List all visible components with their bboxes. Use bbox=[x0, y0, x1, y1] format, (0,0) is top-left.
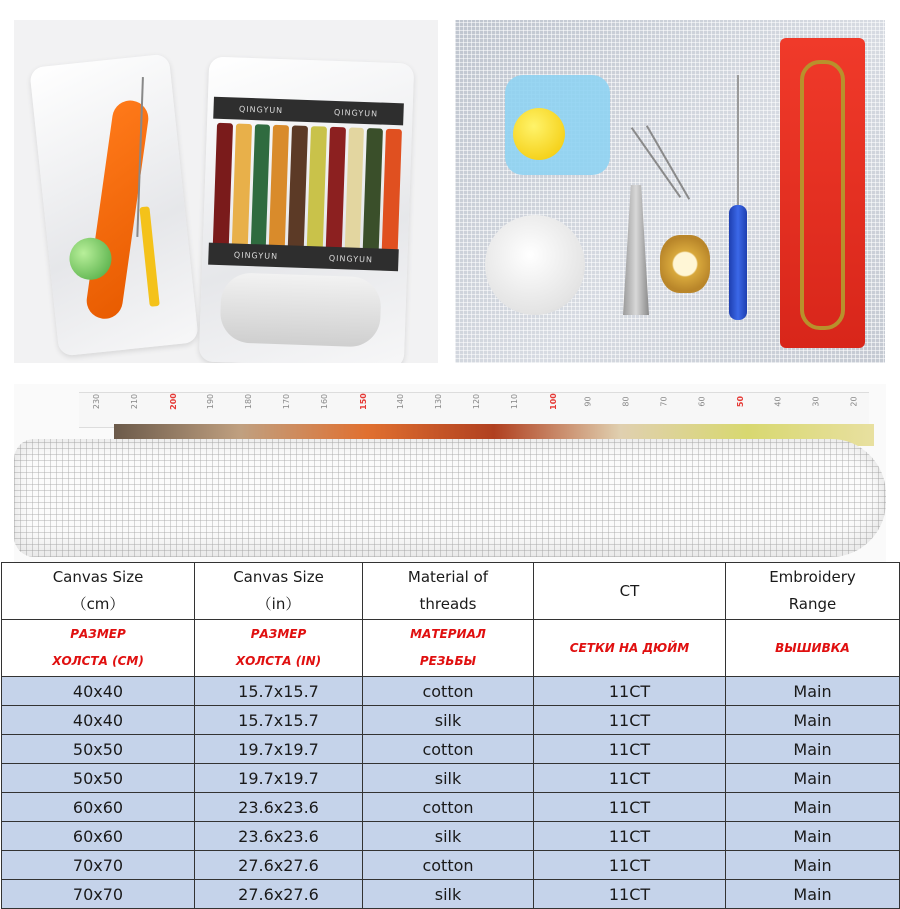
table-row bbox=[2, 793, 900, 822]
bag-brand-text: QINGYUN bbox=[333, 107, 379, 118]
tool-bag-image bbox=[29, 53, 199, 356]
cell-size-cm: 40x40 bbox=[2, 706, 195, 735]
ruler-tick-label: 180 bbox=[244, 393, 254, 410]
table-row bbox=[2, 735, 900, 764]
table-header-ru-row bbox=[2, 620, 900, 677]
table-row bbox=[2, 677, 900, 706]
white-cushion-image bbox=[485, 215, 585, 315]
cell-ct: 11CT bbox=[534, 706, 726, 735]
needle-threader-image bbox=[623, 185, 649, 315]
header-ru-thread-material: МАТЕРИАЛ РЕЗЬБЫ bbox=[363, 620, 534, 677]
cell-ct: 11CT bbox=[534, 735, 726, 764]
cell-size-cm: 70x70 bbox=[2, 851, 195, 880]
tools-on-canvas-photo bbox=[455, 20, 885, 363]
header-ct: CT bbox=[534, 563, 726, 620]
tool-kit-photo bbox=[14, 20, 438, 363]
ruler-tick-label: 110 bbox=[510, 393, 520, 410]
seam-ripper-handle-image bbox=[729, 205, 747, 320]
cell-range: Main bbox=[726, 822, 900, 851]
header-thread-material: Material of threads bbox=[363, 563, 534, 620]
canvas-roll-image bbox=[14, 439, 886, 557]
ruler-tick-label: 230 bbox=[92, 393, 102, 410]
cell-size-cm: 50x50 bbox=[2, 735, 195, 764]
cell-ct: 11CT bbox=[534, 822, 726, 851]
cell-ct: 11CT bbox=[534, 764, 726, 793]
seam-ripper-image bbox=[737, 75, 739, 205]
ruler-tick-label: 100 bbox=[548, 393, 558, 410]
cell-size-in: 15.7x15.7 bbox=[195, 706, 363, 735]
rolled-canvas-image bbox=[219, 272, 381, 348]
thimble-image bbox=[660, 235, 710, 293]
canvas-ruler bbox=[79, 392, 869, 428]
header-embroidery-range: Embroidery Range bbox=[726, 563, 900, 620]
header-canvas-size-cm: Canvas Size （cm） bbox=[2, 563, 195, 620]
ruler-tick-label: 30 bbox=[811, 396, 821, 407]
cell-ct: 11CT bbox=[534, 677, 726, 706]
header-ru-canvas-size-in: РАЗМЕР ХОЛСТА (IN) bbox=[195, 620, 363, 677]
bag-brand-text: QINGYUN bbox=[328, 253, 374, 264]
cell-range: Main bbox=[726, 880, 900, 909]
size-spec-table bbox=[1, 562, 900, 909]
table-header-row bbox=[2, 563, 900, 620]
scissors-image bbox=[800, 60, 845, 330]
cell-range: Main bbox=[726, 677, 900, 706]
rolled-canvas-photo bbox=[14, 384, 886, 562]
cell-ct: 11CT bbox=[534, 793, 726, 822]
table-row bbox=[2, 706, 900, 735]
ruler-tick-label: 90 bbox=[583, 396, 593, 407]
cell-ct: 11CT bbox=[534, 880, 726, 909]
ruler-tick-label: 140 bbox=[396, 393, 406, 410]
cell-size-in: 19.7x19.7 bbox=[195, 764, 363, 793]
thread-bag-image bbox=[199, 57, 415, 363]
cell-size-in: 27.6x27.6 bbox=[195, 851, 363, 880]
cell-size-in: 23.6x23.6 bbox=[195, 793, 363, 822]
cell-size-cm: 50x50 bbox=[2, 764, 195, 793]
ruler-tick-label: 170 bbox=[282, 393, 292, 410]
cell-material: cotton bbox=[363, 735, 534, 764]
bag-brand-text: QINGYUN bbox=[233, 249, 279, 261]
cell-material: cotton bbox=[363, 793, 534, 822]
table-row bbox=[2, 851, 900, 880]
ruler-tick-label: 50 bbox=[736, 395, 746, 408]
cell-material: silk bbox=[363, 822, 534, 851]
table-row bbox=[2, 880, 900, 909]
bag-label-band bbox=[213, 97, 404, 126]
yellow-pin-cushion-image bbox=[513, 108, 565, 160]
bag-brand-text: QINGYUN bbox=[238, 104, 284, 115]
cell-size-cm: 70x70 bbox=[2, 880, 195, 909]
header-ru-embroidery: ВЫШИВКА bbox=[726, 620, 900, 677]
ruler-tick-label: 150 bbox=[358, 393, 368, 410]
table-row bbox=[2, 822, 900, 851]
header-ru-ct: СЕТКИ НА ДЮЙМ bbox=[534, 620, 726, 677]
cell-range: Main bbox=[726, 735, 900, 764]
table-row bbox=[2, 764, 900, 793]
cell-ct: 11CT bbox=[534, 851, 726, 880]
ruler-tick-label: 20 bbox=[849, 396, 859, 407]
cell-size-in: 27.6x27.6 bbox=[195, 880, 363, 909]
cell-range: Main bbox=[726, 764, 900, 793]
cell-material: silk bbox=[363, 764, 534, 793]
cell-range: Main bbox=[726, 706, 900, 735]
cell-size-in: 23.6x23.6 bbox=[195, 822, 363, 851]
cell-material: silk bbox=[363, 880, 534, 909]
ruler-tick-label: 200 bbox=[168, 393, 178, 410]
ruler-tick-label: 120 bbox=[472, 393, 482, 410]
cell-size-in: 15.7x15.7 bbox=[195, 677, 363, 706]
cell-material: cotton bbox=[363, 677, 534, 706]
cell-material: silk bbox=[363, 706, 534, 735]
ruler-tick-label: 80 bbox=[621, 396, 631, 407]
cell-size-in: 19.7x19.7 bbox=[195, 735, 363, 764]
header-ru-canvas-size-cm: РАЗМЕР ХОЛСТА (CM) bbox=[2, 620, 195, 677]
cell-size-cm: 40x40 bbox=[2, 677, 195, 706]
cell-material: cotton bbox=[363, 851, 534, 880]
ruler-tick-label: 70 bbox=[659, 396, 669, 407]
ruler-tick-label: 160 bbox=[320, 393, 330, 410]
ruler-tick-label: 210 bbox=[130, 393, 140, 410]
needles-image bbox=[646, 125, 690, 200]
thread-skeins-image bbox=[213, 123, 402, 259]
cell-size-cm: 60x60 bbox=[2, 822, 195, 851]
threader-image bbox=[139, 206, 159, 306]
header-canvas-size-in: Canvas Size （in） bbox=[195, 563, 363, 620]
ruler-tick-label: 60 bbox=[697, 396, 707, 407]
ruler-tick-label: 190 bbox=[206, 393, 216, 410]
cell-range: Main bbox=[726, 793, 900, 822]
ruler-tick-label: 130 bbox=[434, 393, 444, 410]
cell-range: Main bbox=[726, 851, 900, 880]
cell-size-cm: 60x60 bbox=[2, 793, 195, 822]
ruler-tick-label: 40 bbox=[773, 396, 783, 407]
